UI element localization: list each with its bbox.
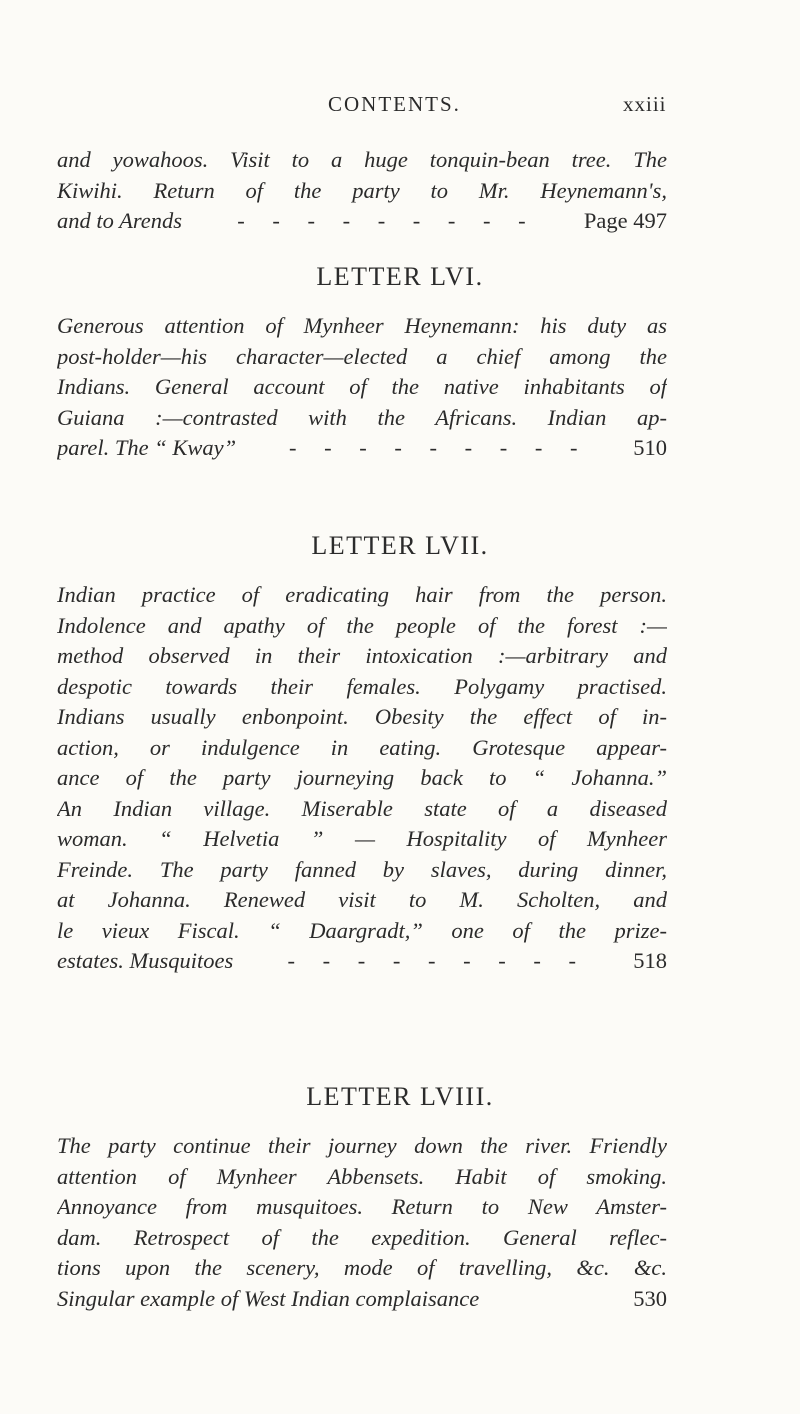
entry-last-line (57, 1284, 667, 1315)
entry-last-line (57, 946, 667, 977)
contents-entry-continued (57, 145, 667, 237)
entry-line: Generous attention of Mynheer Heynemann: his duty as (57, 313, 667, 338)
entry-line: despotic towards their females. Polygamy practised. (57, 673, 667, 699)
entry-line: at Johanna. Renewed visit to M. Scholten, and (57, 887, 667, 912)
entry-line: and yowahoos. Visit to a huge tonquin-bean tree. The (57, 147, 667, 172)
entry-line: dam. Retrospect of the expedition. General reflec- (57, 1224, 667, 1250)
entry-line: and to Arends (57, 208, 183, 233)
contents-entry (57, 580, 667, 977)
entry-line: woman. “ Helvetia ” — Hospitality of Mynheer (57, 826, 667, 851)
entry-line: ance of the party journeying back to “ Johanna.” (57, 765, 667, 790)
entry-line: attention of Mynheer Abbensets. Habit of smoking. (57, 1163, 667, 1189)
contents-entry (57, 1131, 667, 1314)
entry-line: Indian practice of eradicating hair from the person. (57, 582, 667, 607)
entry-line: Singular example of West Indian complaisance (57, 1285, 480, 1311)
entry-line: Annoyance from musquitoes. Return to New Amster- (57, 1194, 667, 1219)
entry-line: Guiana :—contrasted with the Africans. Indian ap- (57, 404, 667, 430)
entry-line: Indians usually enbonpoint. Obesity the effect of in- (57, 704, 667, 729)
dot-leader: - - - - - - - - - (289, 435, 589, 460)
letter-heading: LETTER LVI. (316, 262, 484, 291)
entry-line: action, or indulgence in eating. Grotesque appear- (57, 734, 667, 760)
letter-heading: LETTER LVII. (311, 531, 489, 560)
letter-heading: LETTER LVIII. (306, 1082, 494, 1111)
entry-line: Freinde. The party fanned by slaves, during dinner, (57, 856, 667, 882)
entry-line: method observed in their intoxication :—arbitrary and (57, 643, 667, 668)
running-title: CONTENTS. (328, 92, 461, 116)
entry-line: The party continue their journey down the river. Friendly (57, 1133, 667, 1158)
entry-line: An Indian village. Miserable state of a diseased (57, 795, 667, 821)
page-number: xxiii (623, 92, 667, 116)
running-head (0, 92, 800, 122)
entry-line: Kiwihi. Return of the party to Mr. Heynemann's, (57, 177, 667, 203)
dot-leader: - - - - - - - - - (237, 208, 537, 233)
entry-line: tions upon the scenery, mode of travelling, &c. &c. (57, 1255, 667, 1280)
page-reference: Page 497 (583, 208, 667, 233)
entry-line: le vieux Fiscal. “ Daargradt,” one of the prize- (57, 917, 667, 943)
entry-last-line (57, 433, 667, 464)
dot-leader: - - - - - - - - - (287, 948, 587, 973)
entry-line: Indians. General account of the native inhabitants of (57, 374, 667, 399)
contents-entry (57, 311, 667, 464)
page-reference: 510 (633, 435, 667, 460)
entry-line: post-holder—his character—elected a chief among the (57, 343, 667, 369)
entry-last-line (57, 206, 667, 237)
entry-line: parel. The “ Kway” (57, 435, 237, 460)
page-reference: 530 (633, 1285, 667, 1311)
entry-line: Indolence and apathy of the people of the forest :— (57, 612, 667, 638)
page-reference: 518 (633, 948, 667, 973)
entry-line: estates. Musquitoes (57, 948, 234, 973)
